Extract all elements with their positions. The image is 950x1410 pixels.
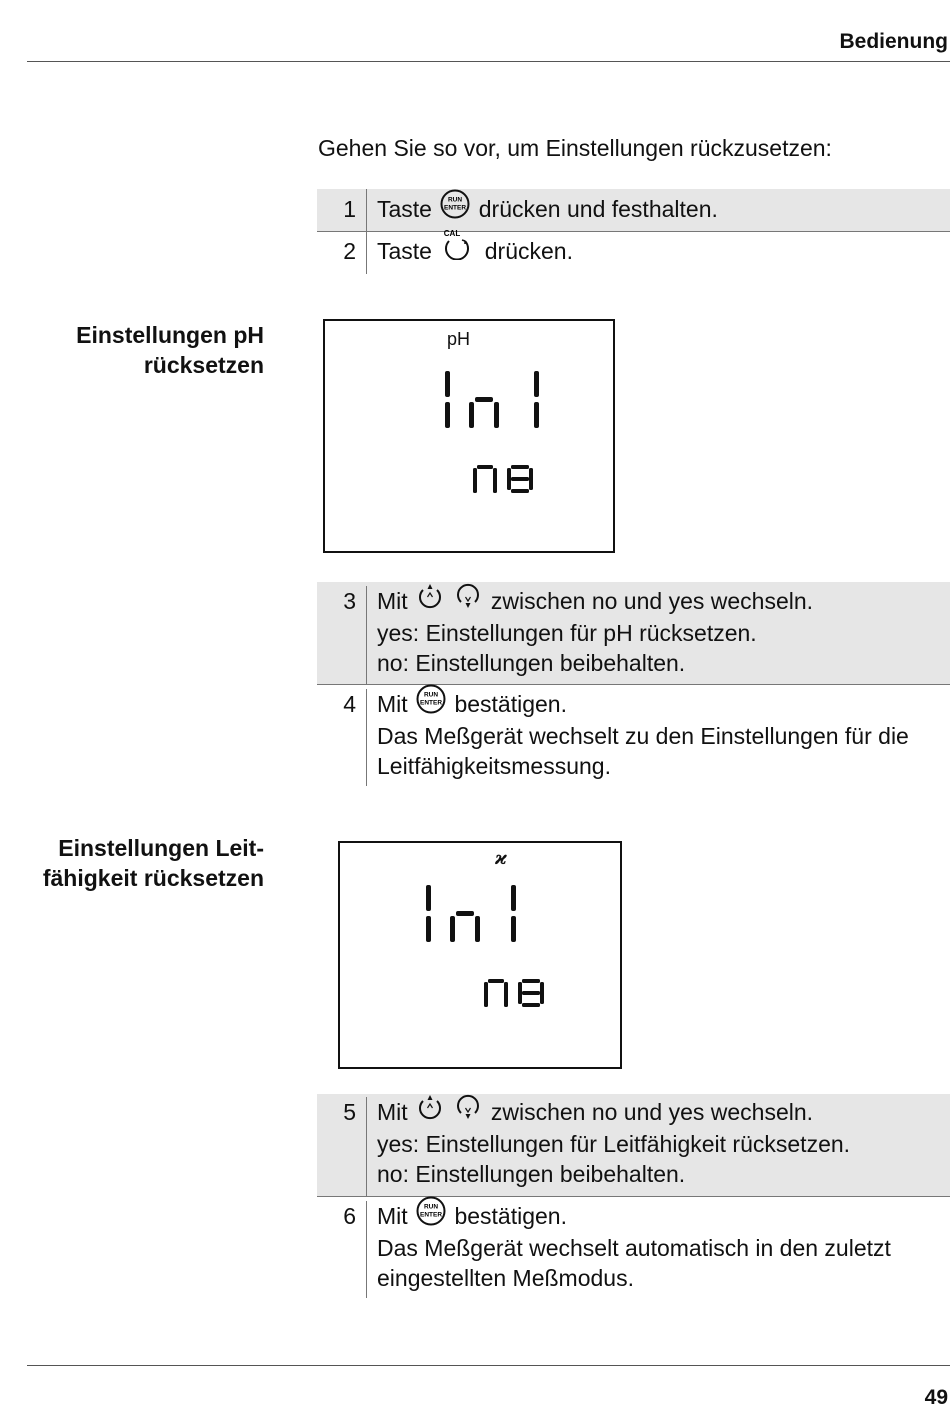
step-line: eingestellten Meßmodus.: [377, 1265, 634, 1292]
heading-line: fähigkeit rücksetzen: [42, 865, 264, 891]
lcd-sub-digits: [482, 977, 548, 1009]
run-label: RUN: [424, 1203, 439, 1211]
step-number: 4: [317, 689, 367, 786]
steps-table-1: [317, 189, 950, 274]
step-text: [367, 1097, 850, 1196]
step-line: Das Meßgerät wechselt automatisch in den zuletzt: [377, 1235, 891, 1262]
step-text-post: bestätigen.: [454, 691, 567, 717]
page-number: 49: [924, 1386, 948, 1409]
lcd-main-digits: [435, 369, 565, 431]
heading-line: rücksetzen: [143, 352, 264, 378]
down-arrow-key-icon: [454, 581, 482, 618]
up-arrow-key-icon: [416, 581, 444, 618]
enter-label: ENTER: [444, 204, 467, 212]
enter-label: ENTER: [420, 699, 443, 707]
step-text-post: zwischen no und yes wechseln.: [490, 588, 814, 614]
step-text-post: zwischen no und yes wechseln.: [490, 1099, 814, 1125]
step-text-pre: Taste: [377, 195, 432, 222]
step-number: 5: [317, 1097, 367, 1196]
up-arrow-key-icon: [416, 1092, 444, 1129]
step-line: yes: Einstellungen für pH rücksetzen.: [377, 620, 757, 647]
steps-table-2: [317, 582, 950, 786]
lcd-sub-digits: [471, 463, 537, 495]
step-text: [367, 586, 813, 684]
step-number: 3: [317, 586, 367, 684]
step-text: [367, 229, 573, 271]
run-enter-key-icon: [416, 684, 446, 721]
lcd-unit-kappa: ϰ: [495, 848, 507, 869]
step-row-6: [317, 1196, 950, 1298]
step-number: 1: [317, 189, 367, 231]
down-arrow-key-icon: [454, 1092, 482, 1129]
step-line: no: Einstellungen beibehalten.: [377, 1161, 686, 1188]
step-line: no: Einstellungen beibehalten.: [377, 650, 686, 677]
footer-rule: [27, 1365, 950, 1366]
lcd-main-digits: [416, 883, 546, 945]
step-row-5: [317, 1094, 950, 1196]
enter-label: ENTER: [420, 1211, 443, 1219]
step-row-3: [317, 582, 950, 684]
lcd-unit-ph: pH: [447, 329, 471, 349]
step-text: [367, 194, 718, 226]
step-text-pre: Mit: [377, 1099, 408, 1125]
step-text: [367, 1201, 891, 1298]
section-heading-ph: [76, 320, 264, 380]
step-text-post: drücken und festhalten.: [478, 195, 718, 222]
header-rule: [27, 61, 950, 62]
step-line: yes: Einstellungen für Leitfähigkeit rücksetzen.: [377, 1131, 851, 1158]
step-text-post: drücken.: [484, 238, 573, 264]
heading-line: Einstellungen Leit-: [58, 835, 264, 861]
run-enter-key-icon: [440, 189, 470, 226]
cal-label: CAL: [444, 229, 461, 239]
running-header-title: Bedienung: [839, 30, 948, 53]
step-line: Leitfähigkeitsmessung.: [377, 753, 611, 780]
step-text-pre: Mit: [377, 1203, 408, 1229]
step-row-1: [317, 189, 950, 231]
heading-line: Einstellungen pH: [76, 322, 264, 348]
intro-text: Gehen Sie so vor, um Einstellungen rückzusetzen:: [318, 135, 832, 161]
run-enter-key-icon: [416, 1196, 446, 1233]
step-text: [367, 689, 909, 786]
run-label: RUN: [424, 691, 439, 699]
lcd-display-ph: [323, 319, 615, 553]
steps-table-3: [317, 1094, 950, 1298]
step-text-post: bestätigen.: [454, 1203, 567, 1229]
lcd-display-conductivity: [338, 841, 622, 1069]
cal-key-icon: [440, 228, 476, 271]
run-label: RUN: [448, 196, 463, 204]
step-number: 6: [317, 1201, 367, 1298]
step-text-pre: Mit: [377, 691, 408, 717]
step-number: 2: [317, 232, 367, 274]
step-text-pre: Taste: [377, 238, 432, 264]
step-text-pre: Mit: [377, 588, 408, 614]
step-line: Das Meßgerät wechselt zu den Einstellungen für die: [377, 723, 909, 750]
step-row-4: [317, 684, 950, 786]
step-row-2: [317, 231, 950, 274]
section-heading-conductivity: [43, 833, 264, 893]
